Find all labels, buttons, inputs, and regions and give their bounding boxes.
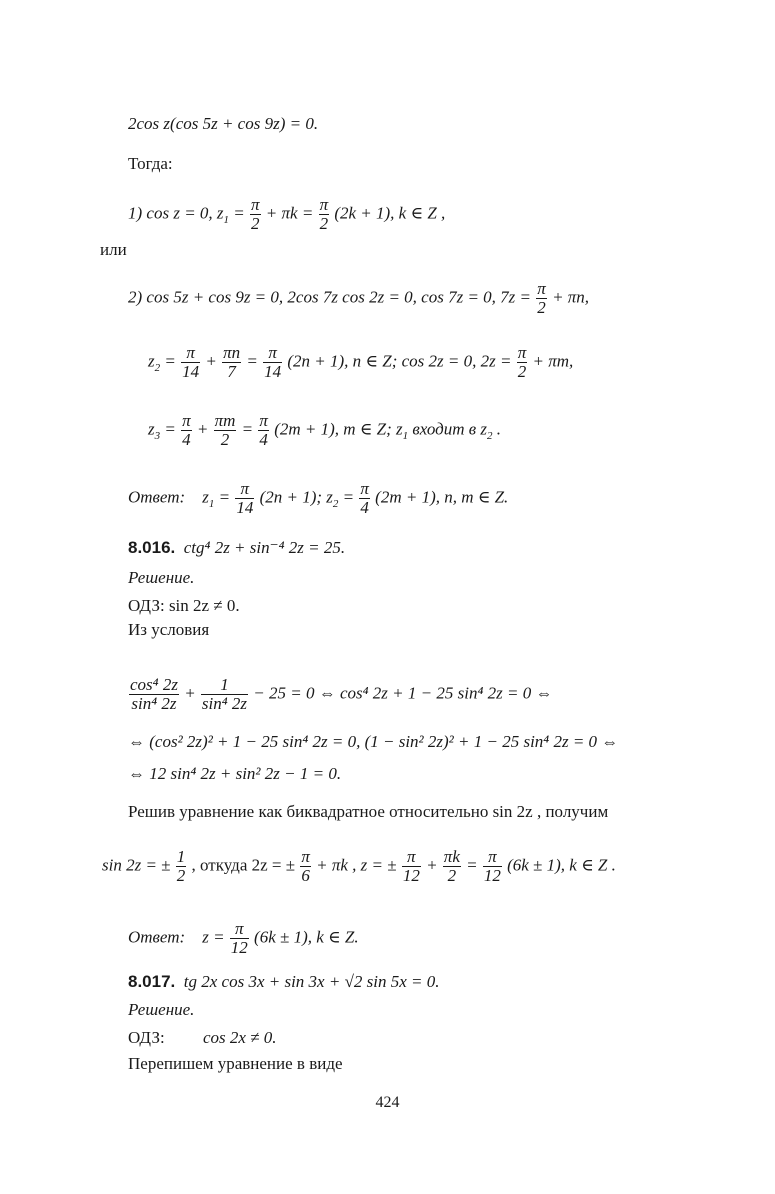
text-line: Из условия <box>128 620 210 639</box>
equation-line: sin 2z = ± $\frac{1}{2}$ , откуда 2z = ± $\frac{\pi}{6}$ + πk , z = ± $\frac{\pi}{12}$ + $\frac{\pi k}{2}$ = $\frac{\pi}{12}$ (6k ± 1), k ∈ Z . <box>102 847 616 885</box>
text-line: Перепишем уравнение в виде <box>128 1054 343 1073</box>
equation-line: ⇔ 12 sin⁴ 2z + sin² 2z − 1 = 0. <box>128 764 342 783</box>
solution-label: Решение. <box>128 568 195 587</box>
equation-line: ⇔ (cos² 2z)² + 1 − 25 sin⁴ 2z = 0, (1 − sin² 2z)² + 1 − 25 sin⁴ 2z = 0 ⇔ <box>128 732 619 751</box>
equation-line: $\frac{\text{cos⁴ 2z}}{\text{sin⁴ 2z}}$ + $\frac{1}{\text{sin⁴ 2z}}$ − 25 = 0 ⇔ cos⁴ 2z + 1 − 25 sin⁴ 2z = 0 ⇔ <box>130 675 553 713</box>
equation-line: $z_3$ = $\frac{\pi}{4}$ + $\frac{\pi m}{2}$ = $\frac{\pi}{4}$ (2m + 1), m ∈ Z; $z_1$ входит в $z_2$ . <box>148 411 502 449</box>
answer-line: Ответ: z = $\frac{\pi}{12}$ (6k ± 1), k ∈ Z. <box>128 919 359 957</box>
equation-line: 2cos z(cos 5z + cos 9z) = 0. <box>128 114 319 133</box>
text-line: Тогда: <box>128 154 173 173</box>
page-number: 424 <box>375 1094 400 1111</box>
equation-line: 1) cos z = 0, $z_1$ = $\frac{\pi}{2}$ + πk = $\frac{\pi}{2}$ (2k + 1), k ∈ Z , <box>128 195 446 233</box>
problem-heading: 8.017. tg 2x cos 3x + sin 3x + √2 sin 5x = 0. <box>128 972 440 991</box>
problem-heading: 8.016. ctg⁴ 2z + sin⁻⁴ 2z = 25. <box>128 538 346 557</box>
text-line: или <box>100 240 127 259</box>
domain-condition: ОДЗ: cos 2x ≠ 0. <box>128 1028 277 1047</box>
domain-condition: ОДЗ: sin 2z ≠ 0. <box>128 596 240 615</box>
equation-line: 2) cos 5z + cos 9z = 0, 2cos 7z cos 2z = 0, cos 7z = 0, 7z = $\frac{\pi}{2}$ + πn, <box>128 279 590 317</box>
text-line: Решив уравнение как биквадратное относительно sin 2z , получим <box>128 802 609 821</box>
solution-label: Решение. <box>128 1000 195 1019</box>
equation-line: $z_2$ = $\frac{\pi}{14}$ + $\frac{\pi n}{7}$ = $\frac{\pi}{14}$ (2n + 1), n ∈ Z; cos 2z = 0, 2z = $\frac{\pi}{2}$ + πm, <box>148 343 574 381</box>
answer-line: Ответ: $z_1$ = $\frac{\pi}{14}$ (2n + 1); $z_2$ = $\frac{\pi}{4}$ (2m + 1), n, m ∈ Z. <box>128 479 509 517</box>
